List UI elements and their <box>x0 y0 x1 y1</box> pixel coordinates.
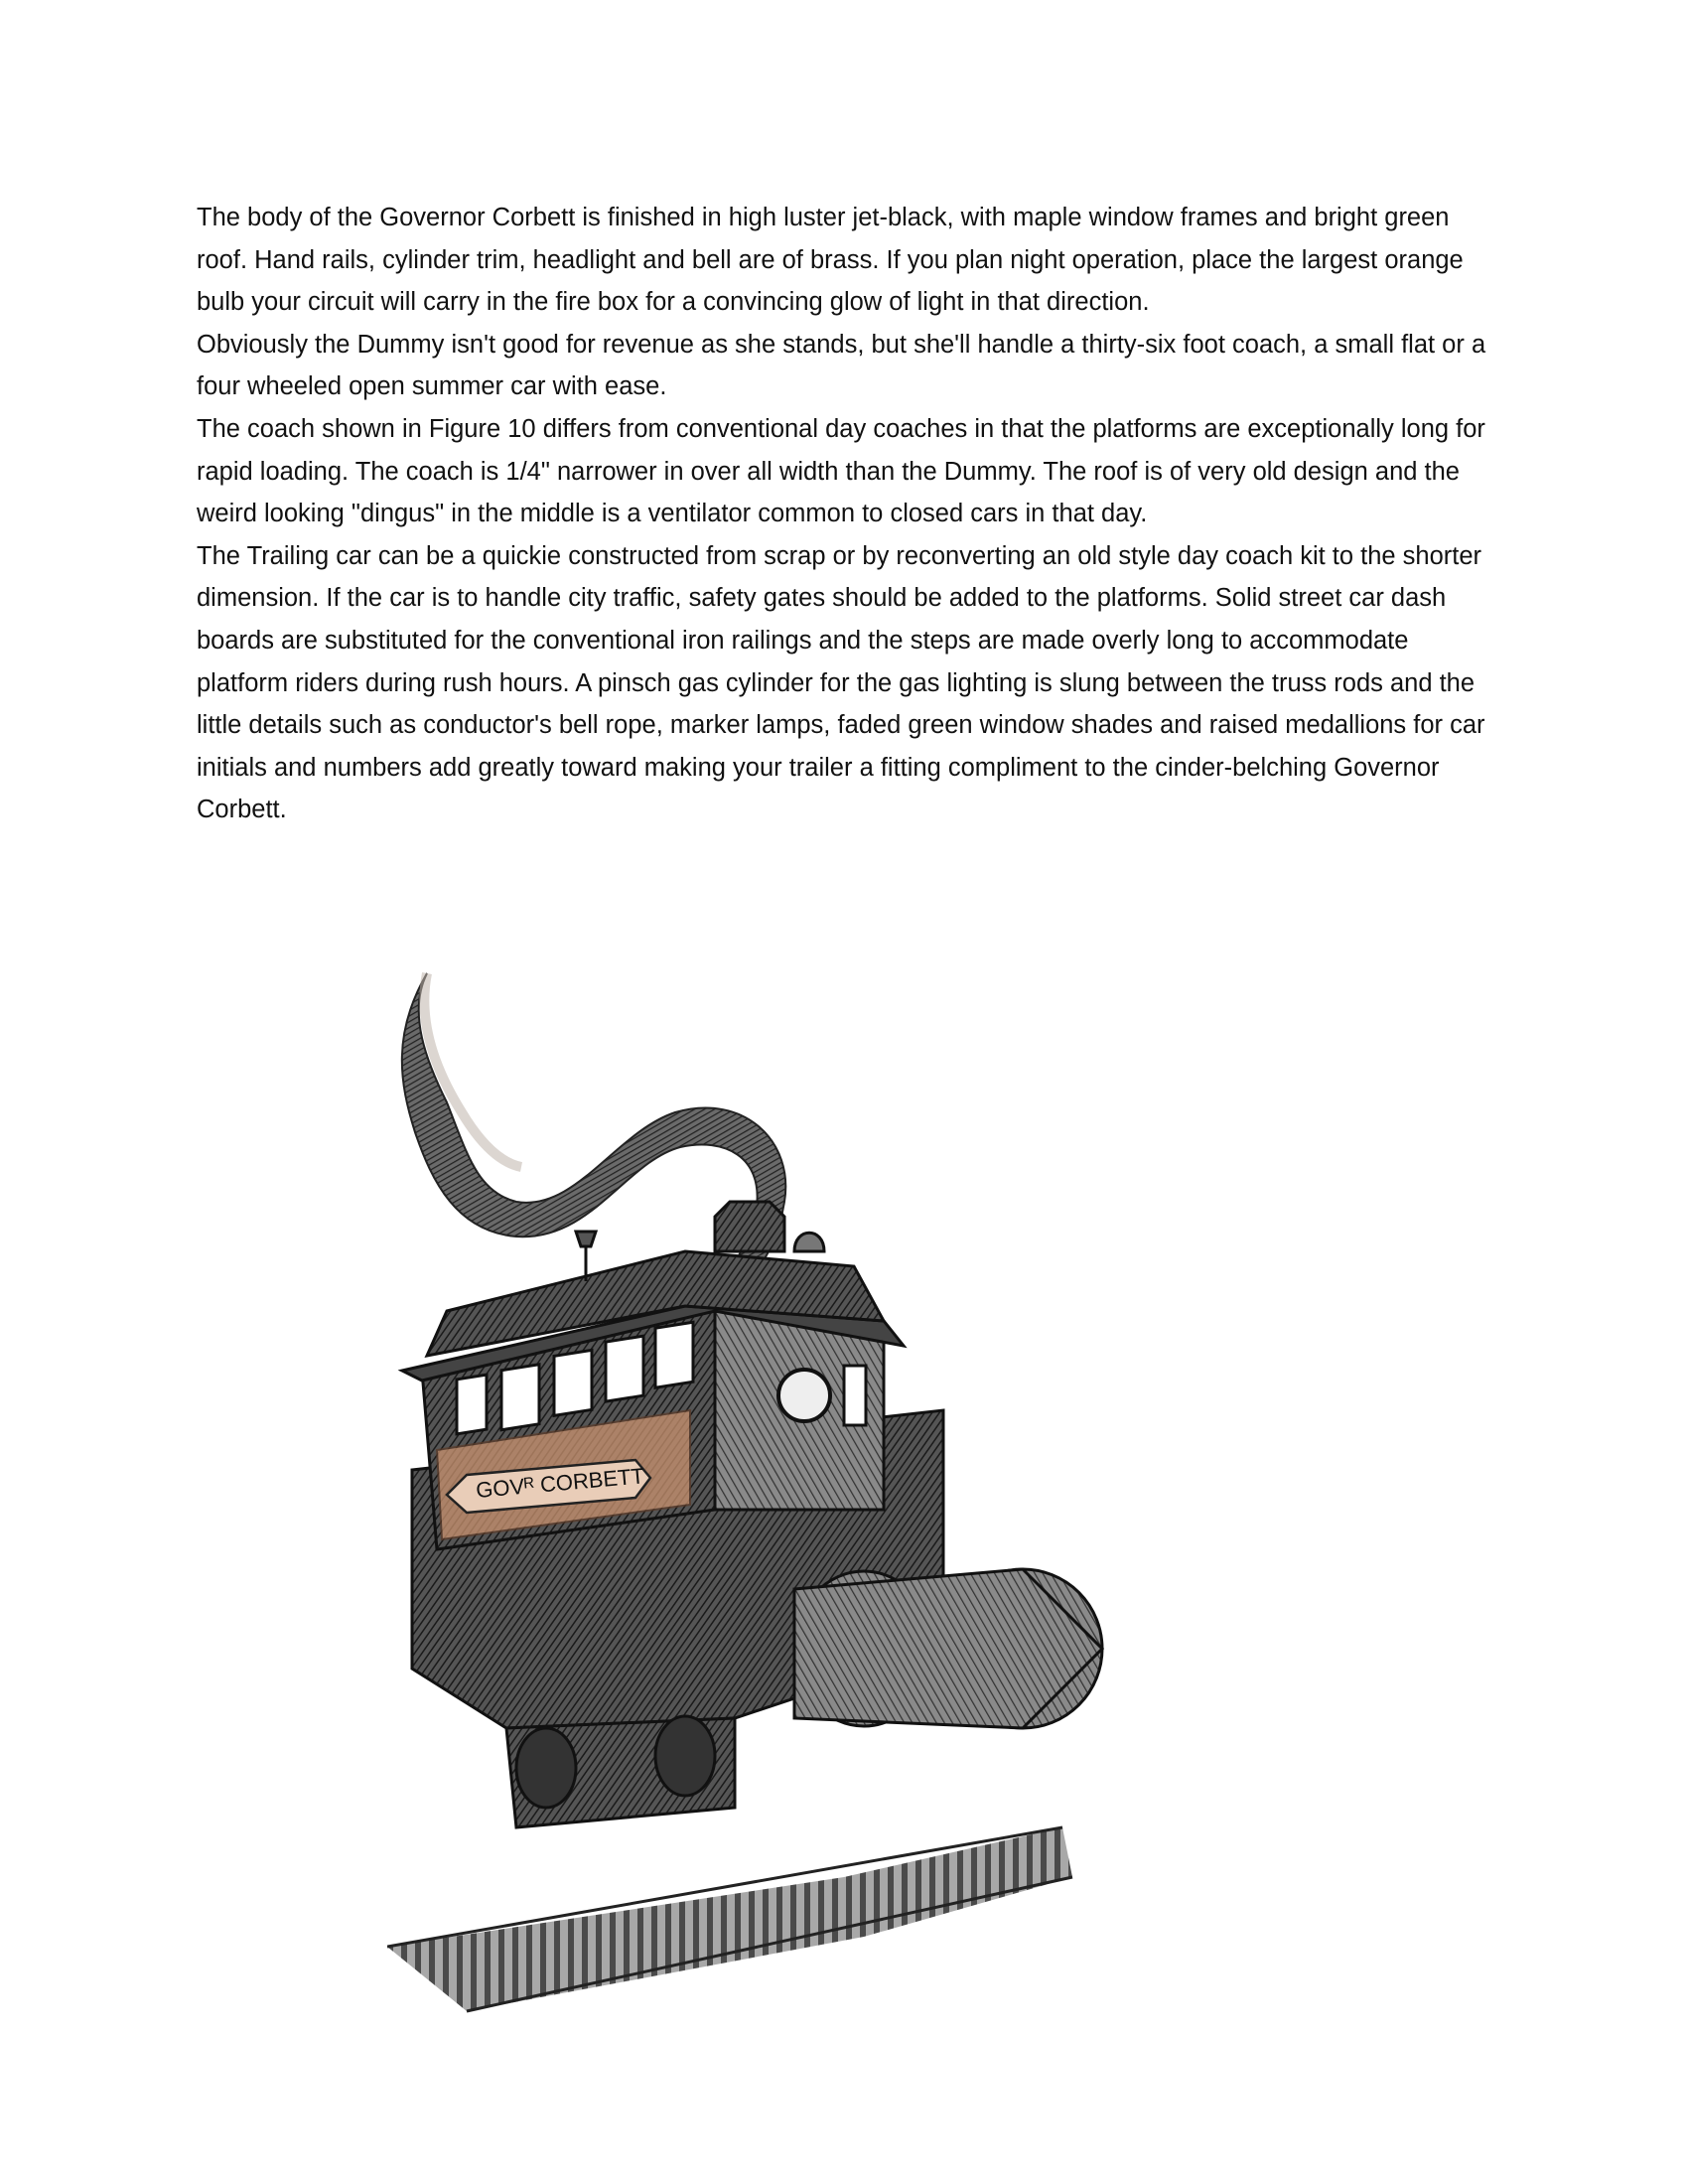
front-cylinder <box>794 1569 1102 1728</box>
track-bed <box>387 1827 1072 2011</box>
steam-dummy-illustration <box>387 953 1360 2036</box>
smokestack <box>715 1202 784 1251</box>
front-window <box>844 1366 866 1425</box>
body-text <box>197 197 1497 831</box>
paragraph: The body of the Governor Corbett is finished in high luster jet-black, with maple window frames and bright green roof. Hand rails, cylinder trim, headlight and bell are of brass. If you plan night operation, place the largest orange bulb your circuit will carry in the fire box for a convincing glow of light in that direction. <box>197 204 1464 317</box>
porthole <box>778 1370 830 1421</box>
nameplate-label: GOVᴿ CORBETT <box>475 1463 645 1503</box>
paragraph: The Trailing car can be a quickie constructed from scrap or by reconverting an old style day coach kit to the shorter dimension. If the car is to handle city traffic, safety gates should be added to the platforms. Solid street car dash boards are substituted for the conventional iron railings and the steps are made overly long to accommodate platform riders during rush hours. A pinsch gas cylinder for the gas lighting is slung between the truss rods and the little details such as conductor's bell rope, marker lamps, faded green window shades and raised medallions for car initials and numbers add greatly toward making your trailer a fitting compliment to the cinder-belching Governor Corbett. <box>197 541 1485 824</box>
paragraph: Obviously the Dummy isn't good for revenue as she stands, but she'll handle a thirty-six foot coach, a small flat or a four wheeled open summer car with ease. <box>197 330 1486 401</box>
paragraph: The coach shown in Figure 10 differs from conventional day coaches in that the platforms are exceptionally long for rapid loading. The coach is 1/4" narrower in over all width than the Dummy. The roof is of very old design and the weird looking "dingus" in the middle is a ventilator common to closed cars in that day. <box>197 414 1485 528</box>
bell <box>794 1233 824 1251</box>
